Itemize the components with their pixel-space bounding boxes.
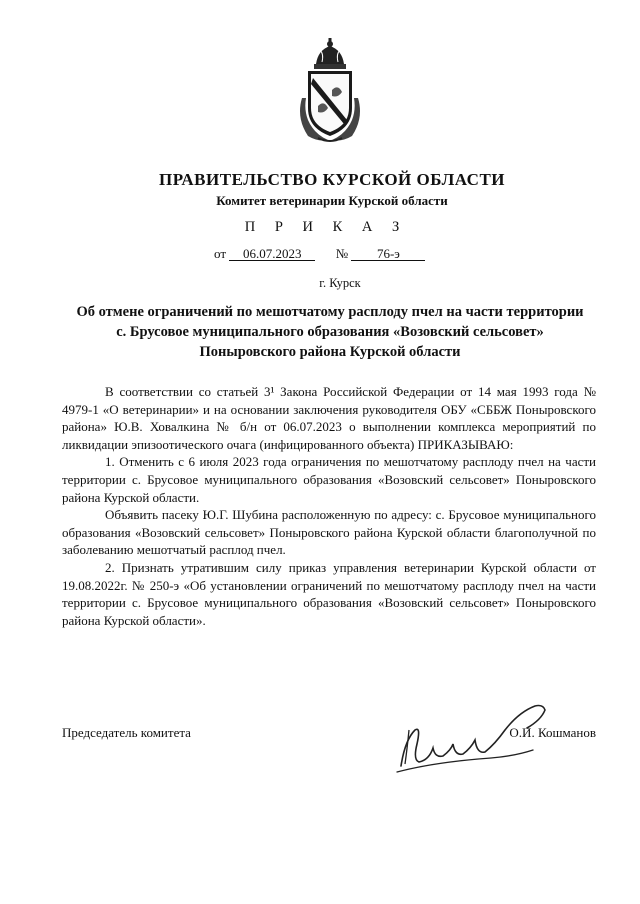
order-subject (66, 302, 594, 362)
apiary-paragraph: Объявить пасеку Ю.Г. Шубина расположенную по адресу: с. Брусовое муниципального образования «Возовский сельсовет» Поныровского района Курской области благополучной по заболеванию мешотчатый расплод пчел. (62, 507, 596, 558)
committee-title: Комитет ветеринарии Курской области (216, 193, 448, 208)
clause-2-paragraph: 2. Признать утратившим силу приказ управления ветеринарии Курской области от 19.08.2022г. № 250-э «Об установлении ограничений по мешотчатому расплоду пчел на части территории с. Брусовое муниципального образования «Возовский сельсовет» Поныровского района Курской области». (62, 559, 596, 628)
government-title: ПРАВИТЕЛЬСТВО КУРСКОЙ ОБЛАСТИ (158, 170, 506, 189)
preamble-paragraph: В соответствии со статьей 3¹ Закона Российской Федерации от 14 мая 1993 года № 4979-1 «О ветеринарии» и на основании заключения руководителя ОБУ «СББЖ Поныровского района» Ю.В. Ховалкина № б/н от 06.07.2023 о выполнении комплекса мероприятий по ликвидации эпизоотического очага (инфицированного объекта) ПРИКАЗЫВАЮ: (62, 384, 596, 452)
handwritten-signature (395, 700, 555, 780)
order-body (62, 383, 596, 629)
order-date: 06.07.2023 (229, 247, 315, 261)
number-prefix: № (335, 246, 349, 261)
date-prefix: от (214, 246, 227, 261)
subject-line-2: с. Брусовое муниципального образования «Возовский сельсовет» (116, 324, 544, 340)
subject-line-3: Поныровского района Курской области (199, 344, 461, 360)
signer-name: О.И. Кошманов (509, 725, 596, 740)
subject-line-1: Об отмене ограничений по мешотчатому расплоду пчел на части территории (76, 304, 584, 320)
order-number: 76-э (351, 247, 425, 261)
signer-position: Председатель комитета (62, 725, 191, 740)
kursk-coat-of-arms-icon (294, 38, 366, 146)
clause-1-paragraph: 1. Отменить с 6 июля 2023 года ограничения по мешотчатому расплоду пчел на части территории с. Брусовое муниципального образования «Возовский сельсовет» Поныровского района Курской области. (62, 454, 596, 505)
city: г. Курск (319, 276, 361, 290)
date-number-line (214, 246, 425, 262)
document-type: П Р И К А З (244, 219, 408, 235)
